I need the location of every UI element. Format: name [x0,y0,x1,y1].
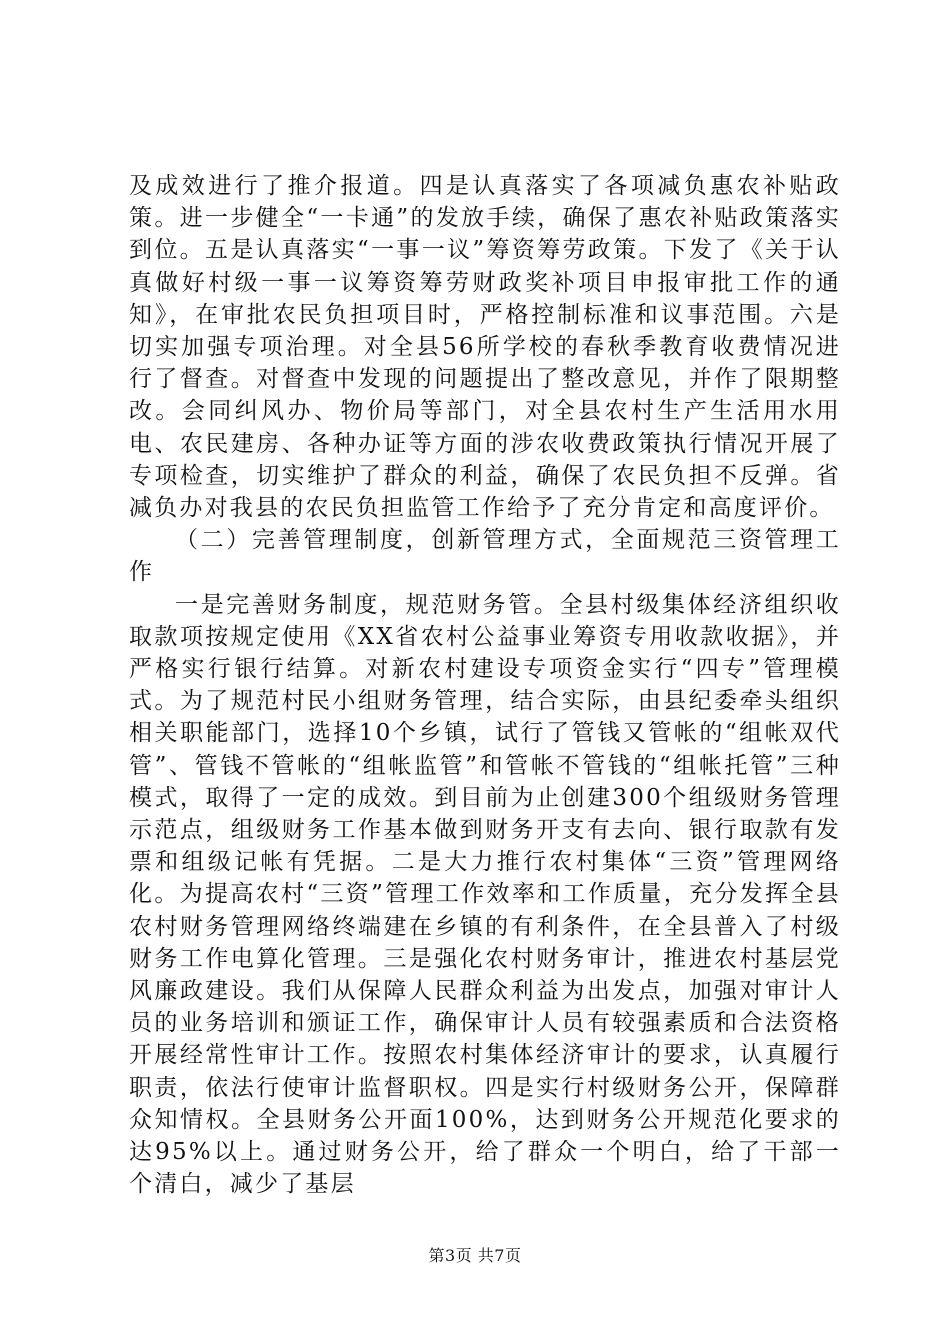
paragraph-continuation: 及成效进行了推介报道。四是认真落实了各项减负惠农补贴政策。进一步健全“一卡通”的发放手续，确保了惠农补贴政策落实到位。五是认真落实“一事一议”筹资筹劳政策。下发了《关于认真做好村级一事一议筹资筹劳财政奖补项目申报审批工作的通知》，在审批农民负担项目时，严格控制标准和议事范围。六是切实加强专项治理。对全县56所学校的春秋季教育收费情况进行了督查。对督查中发现的问题提出了整改意见，并作了限期整改。会同纠风办、物价局等部门，对全县农村生产生活用水用电、农民建房、各种办证等方面的涉农收费政策执行情况开展了专项检查，切实维护了群众的利益，确保了农民负担不反弹。省减负办对我县的农民负担监管工作给予了充分肯定和高度评价。 [129,173,841,522]
paragraph-body: 一是完善财务制度，规范财务管。全县村级集体经济组织收取款项按规定使用《XX省农村公益事业筹资专用收款收据》，并严格实行银行结算。对新农村建设专项资金实行“四专”管理模式。为了规范村民小组财务管理，结合实际，由县纪委牵头组织相关职能部门，选择10个乡镇，试行了管钱又管帐的“组帐双代管”、管钱不管帐的“组帐监管”和管帐不管钱的“组帐托管”三种模式，取得了一定的成效。到目前为止创建300个组级财务管理示范点，组级财务工作基本做到财务开支有去向、银行取款有发票和组级记帐有凭据。二是大力推行农村集体“三资”管理网络化。为提高农村“三资”管理工作效率和工作质量，充分发挥全县农村财务管理网络终端建在乡镇的有利条件，在全县普入了村级财务工作电算化管理。三是强化农村财务审计，推进农村基层党风廉政建设。我们从保障人民群众利益为出发点，加强对审计人员的业务培训和颁证工作，确保审计人员有较强素质和合法资格开展经常性审计工作。按照农村集体经济审计的要求，认真履行职责，依法行使审计监督职权。四是实行村级财务公开，保障群众知情权。全县财务公开面100%，达到财务公开规范化要求的达95%以上。通过财务公开，给了群众一个明白，给了干部一个清白，减少了基层 [129,591,841,1198]
section-heading: （二）完善管理制度，创新管理方式，全面规范三资管理工作 [129,527,841,586]
document-body [129,170,841,1201]
page-footer: 第3页 共7页 [428,1246,522,1265]
